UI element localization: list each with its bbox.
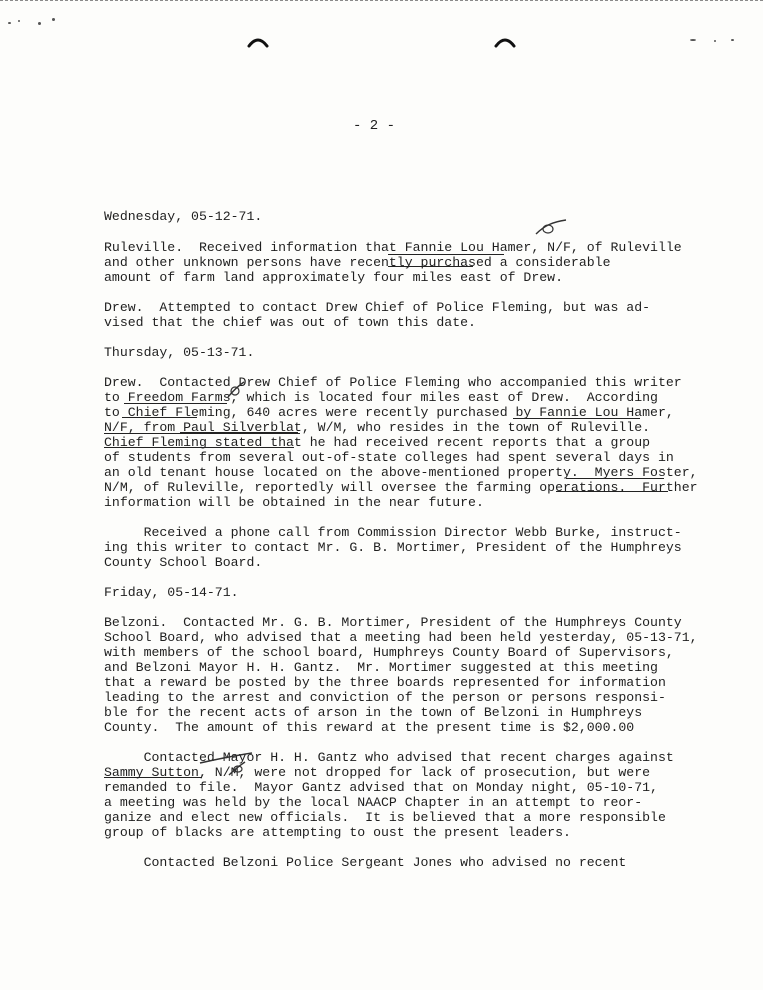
handwritten-underline	[566, 478, 664, 479]
text-line: with members of the school board, Humphreys County Board of Supervisors,	[104, 645, 674, 660]
text-line: Drew. Contacted Drew Chief of Police Fleming who accompanied this writer	[104, 375, 682, 390]
handwritten-underline	[513, 418, 640, 419]
text-line: ing this writer to contact Mr. G. B. Mortimer, President of the Humphreys	[104, 540, 682, 555]
perforated-top-edge	[0, 0, 763, 1]
handwritten-underline	[104, 777, 202, 778]
punch-hole-left-icon	[247, 34, 269, 48]
date-heading: Friday, 05-14-71.	[104, 585, 239, 600]
text-line: ganize and elect new officials. It is believed that a more responsible	[104, 810, 666, 825]
handwritten-underline	[388, 254, 504, 255]
punch-hole-right-icon	[494, 34, 516, 48]
text-line: Sammy Sutton, N/M, were not dropped for lack of prosecution, but were	[104, 765, 651, 780]
text-line: Belzoni. Contacted Mr. G. B. Mortimer, President of the Humphreys County	[104, 615, 682, 630]
handwritten-underline	[556, 491, 668, 492]
text-line: amount of farm land approximately four miles east of Drew.	[104, 270, 563, 285]
text-line: vised that the chief was out of town this date.	[104, 315, 476, 330]
text-line: Chief Fleming stated that he had received recent reports that a group	[104, 435, 651, 450]
text-line: information will be obtained in the near future.	[104, 495, 484, 510]
text-line: Contacted Mayor H. H. Gantz who advised that recent charges against	[104, 750, 674, 765]
text-line: ble for the recent acts of arson in the town of Belzoni in Humphreys	[104, 705, 643, 720]
text-line: and Belzoni Mayor H. H. Gantz. Mr. Mortimer suggested at this meeting	[104, 660, 658, 675]
scan-speck	[52, 18, 55, 21]
handwritten-underline	[104, 447, 294, 448]
text-line: County. The amount of this reward at the present time is $2,000.00	[104, 720, 635, 735]
text-line: County School Board.	[104, 555, 263, 570]
scan-speck	[38, 22, 41, 25]
text-line: leading to the arrest and conviction of the person or persons responsi-	[104, 690, 666, 705]
text-line: an old tenant house located on the above-mentioned property. Myers Foster,	[104, 465, 698, 480]
text-line: to Freedom Farms, which is located four miles east of Drew. According	[104, 390, 658, 405]
text-line: group of blacks are attempting to oust the present leaders.	[104, 825, 571, 840]
text-line: Received a phone call from Commission Director Webb Burke, instruct-	[104, 525, 682, 540]
handwritten-underline	[104, 433, 300, 434]
date-heading: Wednesday, 05-12-71.	[104, 209, 263, 224]
page-number: - 2 -	[353, 118, 396, 134]
text-line: that a reward be posted by the three boards represented for information	[104, 675, 666, 690]
scan-speck	[731, 39, 734, 41]
text-line: Drew. Attempted to contact Drew Chief of Police Fleming, but was ad-	[104, 300, 651, 315]
handwritten-check-icon	[225, 380, 247, 400]
date-heading: Thursday, 05-13-71.	[104, 345, 255, 360]
text-line: a meeting was held by the local NAACP Chapter in an attempt to reor-	[104, 795, 643, 810]
handwritten-underline	[124, 403, 227, 404]
scan-speck	[690, 39, 696, 41]
handwritten-underline	[180, 432, 298, 433]
text-line: of students from several out-of-state colleges had spent several days in	[104, 450, 674, 465]
text-line: N/M, of Ruleville, reportedly will oversee the farming operations. Further	[104, 480, 698, 495]
text-line: School Board, who advised that a meeting had been held yesterday, 05-13-71,	[104, 630, 698, 645]
handwritten-underline	[122, 417, 197, 418]
handwritten-check-icon	[530, 216, 570, 238]
text-line: and other unknown persons have recently purchased a considerable	[104, 255, 611, 270]
text-line: to Chief Fleming, 640 acres were recently purchased by Fannie Lou Hamer,	[104, 405, 674, 420]
text-line: N/F, from Paul Silverblat, W/M, who resides in the town of Ruleville.	[104, 420, 651, 435]
text-line: Contacted Belzoni Police Sergeant Jones who advised no recent	[104, 855, 627, 870]
scan-speck	[18, 20, 20, 22]
scan-speck	[8, 22, 11, 24]
handwritten-check-icon	[226, 760, 248, 778]
text-line: Ruleville. Received information that Fannie Lou Hamer, N/F, of Ruleville	[104, 240, 682, 255]
handwritten-underline	[388, 266, 473, 267]
text-line: remanded to file. Mayor Gantz advised that on Monday night, 05-10-71,	[104, 780, 658, 795]
scan-speck	[714, 40, 716, 42]
